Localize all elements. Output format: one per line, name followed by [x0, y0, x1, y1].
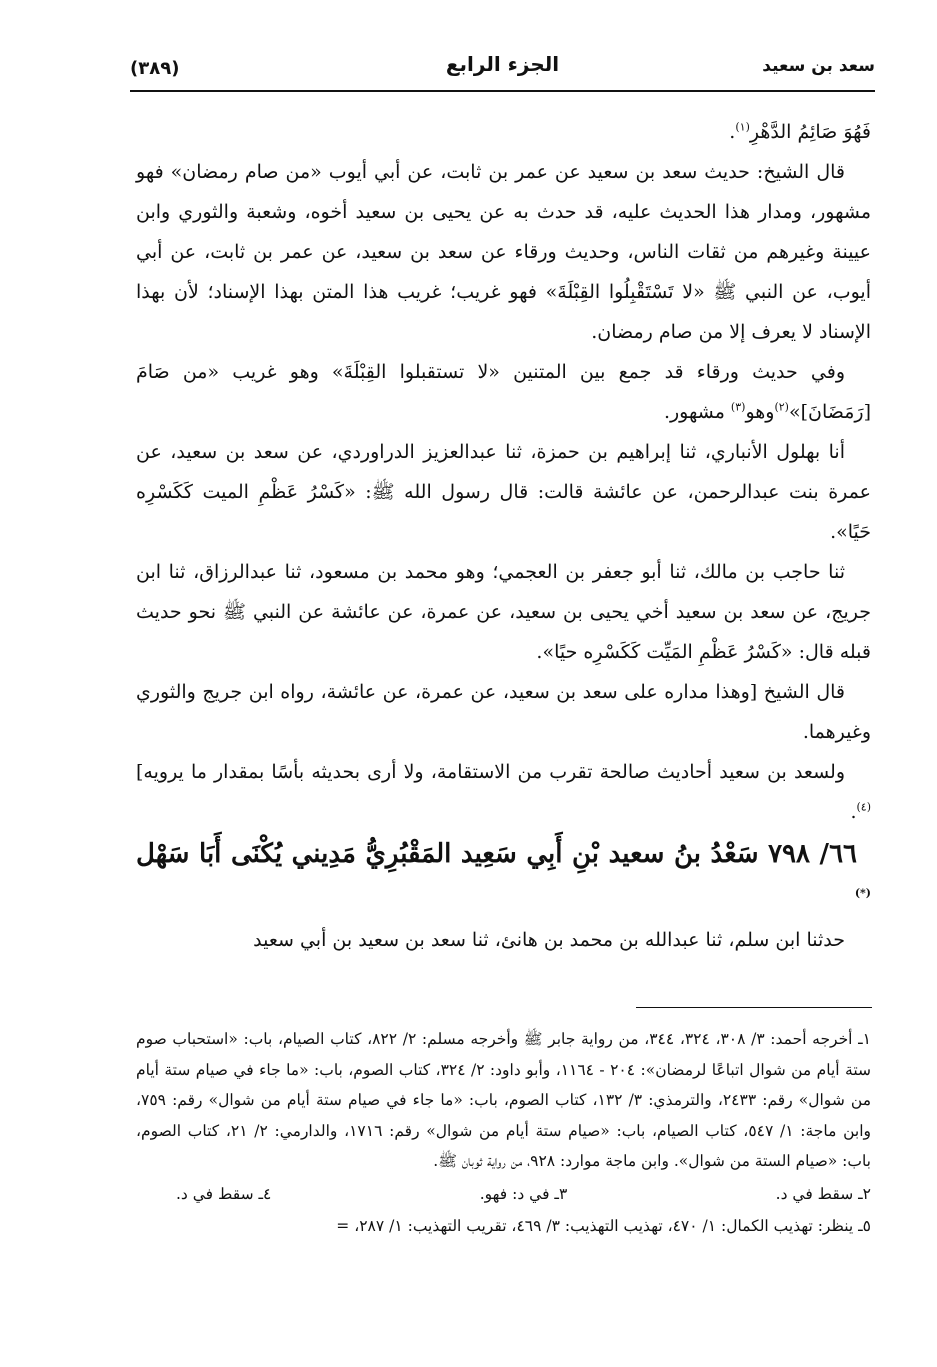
- main-text: [136, 112, 871, 960]
- header-page-number: (٣٨٩): [130, 58, 180, 79]
- paragraph-7-end: .: [850, 801, 857, 823]
- footnote-ref-3: (٣): [730, 400, 746, 414]
- paragraph-1-end: .: [729, 121, 736, 143]
- paragraph-2: قال الشيخ: حديث سعد بن سعيد عن عمر بن ثابت، عن أبي أيوب «من صام رمضان» فهو مشهور، ومدار هذا الحديث عليه، قد حدث به عن يحيى بن سعيد أخوه، وشعبة والثوري وابن عيينة وغيرهم من ثقات الناس، وحديث ورقاء عن سعد بن سعيد، عن عمر بن ثابت، عن أبي أيوب، عن النبي ﷺ «لا تَسْتَقْبِلُوا القِبْلَةَ» فهو غريب؛ غريب هذا المتن بهذا الإسناد؛ لأن بهذا الإسناد لا يعرف إلا من صام رمضان.: [136, 161, 871, 343]
- paragraph-3-end: مشهور.: [663, 401, 731, 423]
- footnote-1: ١ـ أخرجه أحمد: ٣/ ٣٠٨، ٣٢٤، ٣٤٤، من رواية جابر ﷺ وأخرجه مسلم: ٢/ ٨٢٢، كتاب الصيام، باب: «استحباب صوم ستة أيام من شوال اتباعًا لرمضان»: ٢٠٤ - ١١٦٤، وأبو داود: ٢/ ٣٢٤، كتاب الصوم، باب: «ما جاء في صيام ستة أيام من شوال» رقم: ٢٤٣٣، والترمذي: ٣/ ١٣٢، كتاب الصوم، باب: «ما جاء في صيام ستة أيام من شوال» رقم: ٧٥٩، وابن ماجة: ١/ ٥٤٧، كتاب الصيام، باب: «صيام ستة أيام من شوال» رقم: ١٧١٦، والدارمي: ٢/ ٢١، كتاب الصوم، باب: «صيام الستة من شوال». وابن ماجة موارد: ٩٢٨، من رواية ثوبان ﷺ.: [136, 1030, 872, 1170]
- footnote-ref-2: (٢): [774, 400, 789, 414]
- footnote-ref-5: (*): [854, 886, 871, 900]
- running-header: [130, 48, 875, 88]
- entry-heading-text: ٦٦/ ٧٩٨ سَعْدُ بنُ سعيد بْنِ أَبِي سَعِيد المَقْبُرِيُّ مَدِيني يُكْنَى أَبَا سَهْل: [136, 839, 857, 869]
- footnote-ref-4: (٤): [856, 800, 871, 814]
- paragraph-6: قال الشيخ [وهذا مداره على سعد بن سعيد، عن عمرة، عن عائشة، رواه ابن جريج والثوري وغيرهما.: [136, 681, 871, 743]
- header-entry-name: سعد بن سعيد: [762, 56, 875, 76]
- footnote-5: ٥ـ ينظر: تهذيب الكمال: ١/ ٤٧٠، تهذيب التهذيب: ٣/ ٤٦٩، تقريب التهذيب: ١/ ٢٨٧، =: [336, 1217, 871, 1235]
- footnote-3: ٣ـ في د: فهو.: [479, 1184, 568, 1203]
- footnote-separator: [636, 1007, 872, 1008]
- header-rule: [130, 90, 875, 92]
- footnote-2: ٢ـ سقط في د.: [775, 1184, 871, 1203]
- entry-heading: [136, 832, 871, 920]
- paragraph-3: [136, 352, 871, 432]
- paragraph-5: ثنا حاجب بن مالك، ثنا أبو جعفر بن العجمي؛ وهو محمد بن مسعود، ثنا عبدالرزاق، ثنا ابن جريج، عن سعد بن سعيد أخي يحيى بن سعيد، عن عمرة، عن عائشة عن النبي ﷺ نحو حديث قبله قال: «كَسْرُ عَظْمِ المَيِّت كَكَسْرِه حيًا».: [136, 561, 871, 663]
- paragraph-1: [136, 112, 871, 152]
- footnotes-short-row: [136, 1179, 871, 1210]
- paragraph-3-mid: وهو: [745, 401, 775, 423]
- footnotes: [136, 1024, 871, 1242]
- paragraph-4: أنا بهلول الأنباري، ثنا إبراهيم بن حمزة، ثنا عبدالعزيز الدراوردي، عن سعد بن سعيد، عن عمرة بنت عبدالرحمن، عن عائشة قالت: قال رسول الله ﷺ: «كَسْرُ عَظْمِ الميت كَكَسْرِه حَيًا».: [136, 441, 871, 543]
- paragraph-1-text: فَهُوَ صَائِمُ الدَّهْرِ: [749, 121, 871, 143]
- footnote-ref-1: (١): [735, 120, 750, 134]
- footnote-4: ٤ـ سقط في د.: [176, 1184, 272, 1203]
- paragraph-7-text: ولسعد بن سعيد أحاديث صالحة تقرب من الاستقامة، ولا أرى بحديثه بأسًا بمقدار ما يرويه]: [136, 761, 845, 783]
- paragraph-7: [136, 752, 871, 832]
- paragraph-3-text: وفي حديث ورقاء قد جمع بين المتنين «لا تستقبلوا القِبْلَةَ» وهو غريب «من صَامَ [رَمَضَانَ]»: [136, 361, 871, 423]
- header-volume: الجزء الرابع: [445, 52, 560, 76]
- paragraph-8: حدثنا ابن سلم، ثنا عبدالله بن محمد بن هانئ، ثنا سعد بن سعيد بن أبي سعيد: [253, 929, 845, 951]
